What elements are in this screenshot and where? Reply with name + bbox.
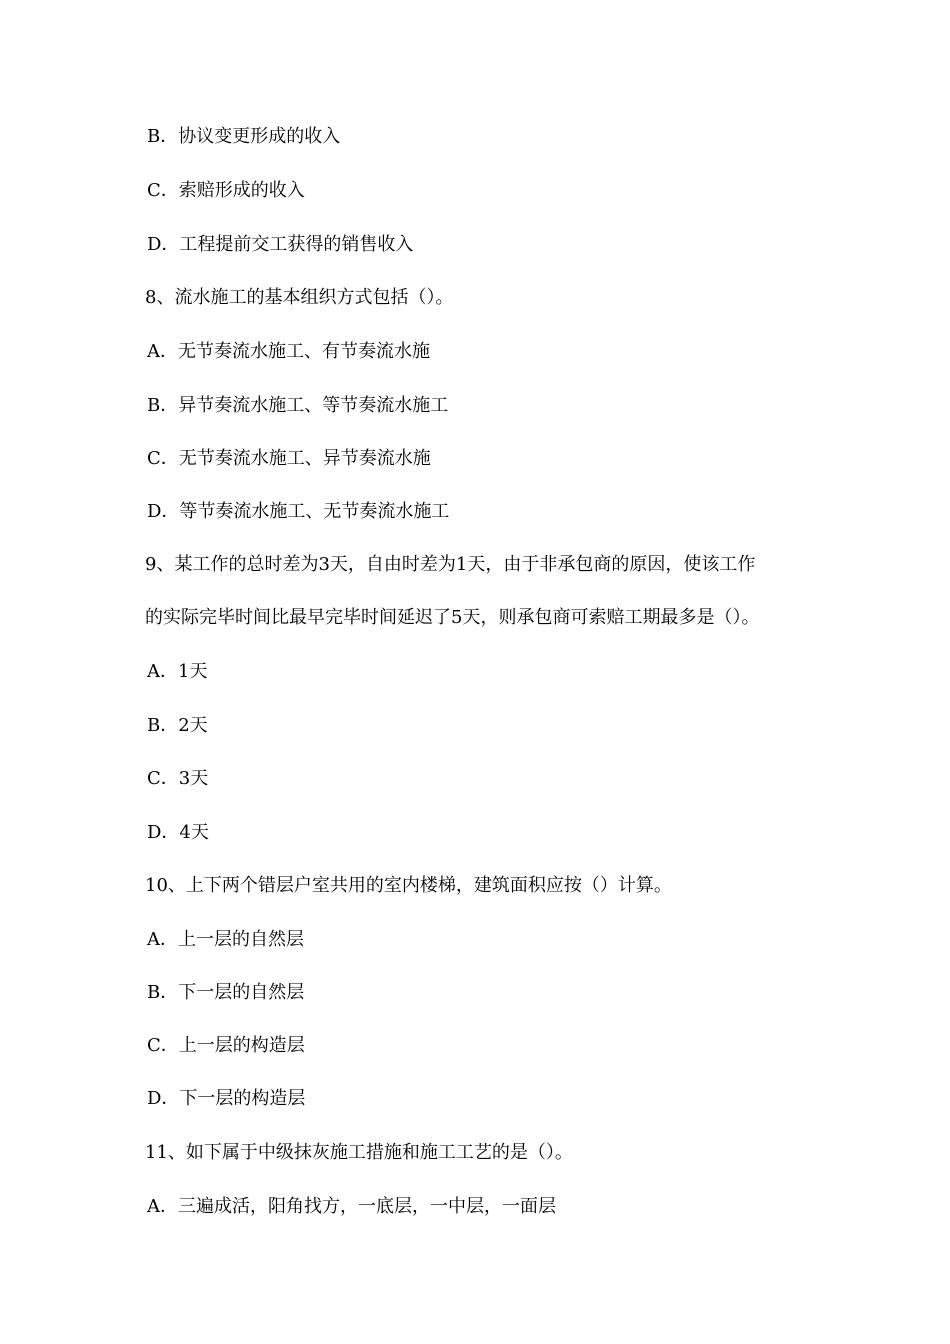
option-c-q8: C．无节奏流水施工、异节奏流水施 bbox=[147, 448, 431, 469]
option-c-q7: C．索赔形成的收入 bbox=[147, 180, 305, 201]
option-b-q7: B．协议变更形成的收入 bbox=[147, 126, 341, 147]
question-11: 11、如下属于中级抹灰施工措施和施工工艺的是（）。 bbox=[145, 1142, 573, 1163]
option-d-q7: D．工程提前交工获得的销售收入 bbox=[147, 234, 414, 255]
question-9-line-2: 的实际完毕时间比最早完毕时间延迟了5天，则承包商可索赔工期最多是（）。 bbox=[145, 607, 760, 628]
option-b-q10: B．下一层的自然层 bbox=[147, 982, 305, 1003]
option-d-q10: D．下一层的构造层 bbox=[147, 1088, 306, 1109]
question-10: 10、上下两个错层户室共用的室内楼梯，建筑面积应按（）计算。 bbox=[145, 875, 672, 896]
option-a-q11: A．三遍成活，阳角找方，一底层，一中层，一面层 bbox=[147, 1196, 556, 1217]
option-d-q9: D．4天 bbox=[147, 822, 209, 843]
question-9-line-1: 9、某工作的总时差为3天，自由时差为1天，由于非承包商的原因，使该工作 bbox=[145, 554, 756, 575]
option-a-q10: A．上一层的自然层 bbox=[147, 929, 304, 950]
question-8: 8、流水施工的基本组织方式包括（）。 bbox=[145, 287, 454, 308]
option-b-q8: B．异节奏流水施工、等节奏流水施工 bbox=[147, 395, 449, 416]
option-b-q9: B．2天 bbox=[147, 715, 208, 736]
option-c-q9: C．3天 bbox=[147, 768, 209, 789]
option-c-q10: C．上一层的构造层 bbox=[147, 1035, 305, 1056]
option-a-q8: A．无节奏流水施工、有节奏流水施 bbox=[147, 341, 430, 362]
option-d-q8: D．等节奏流水施工、无节奏流水施工 bbox=[147, 501, 450, 522]
option-a-q9: A．1天 bbox=[147, 661, 208, 682]
